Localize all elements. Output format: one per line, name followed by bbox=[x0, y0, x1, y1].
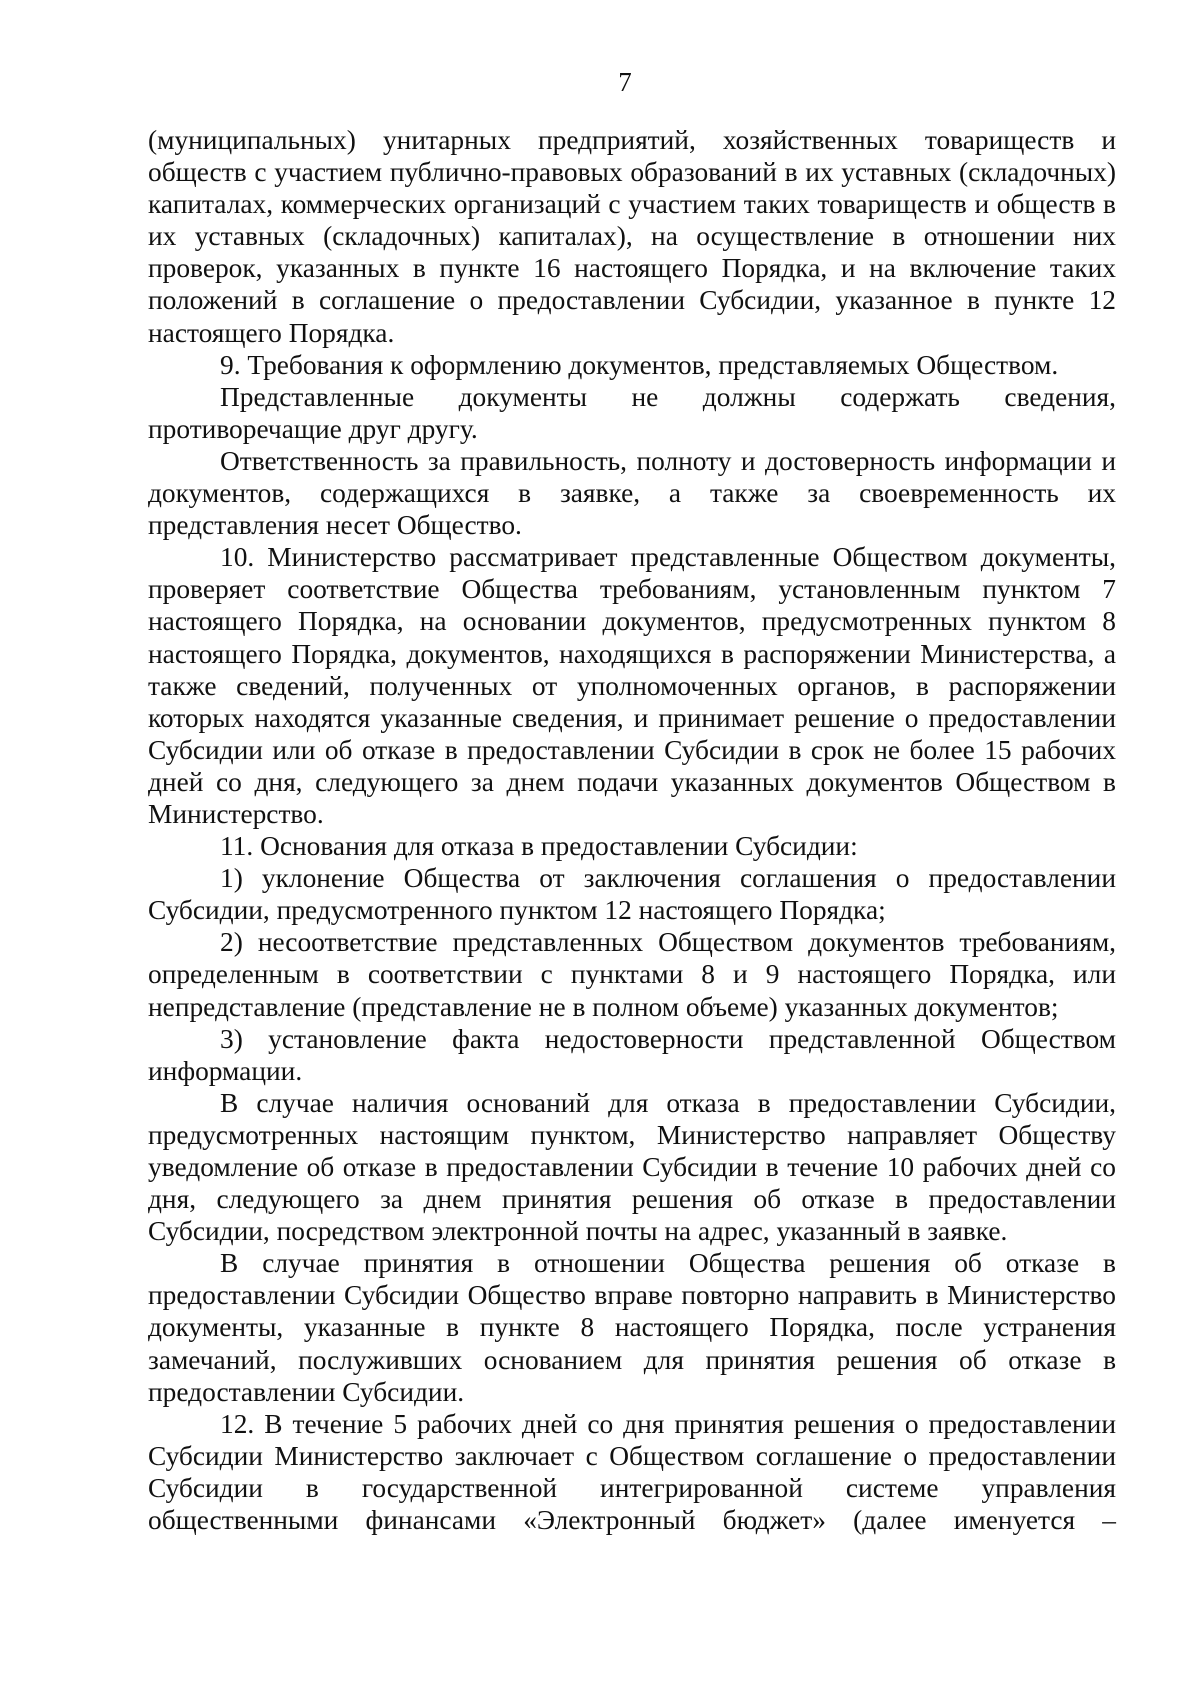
document-body bbox=[148, 124, 1116, 1536]
paragraph-11-refusal-notice: В случае наличия оснований для отказа в предоставлении Субсидии, предусмотренных настоящим пунктом, Министерство направляет Обществу уведомление об отказе в предоставлении Субсидии в течение 10 рабочих дней со дня, следующего за днем принятия решения об отказе в предоставлении Субсидии, посредством электронной почты на адрес, указанный в заявке. bbox=[148, 1087, 1116, 1247]
paragraph-11-resubmission: В случае принятия в отношении Общества решения об отказе в предоставлении Субсидии Общество вправе повторно направить в Министерство документы, указанные в пункте 8 настоящего Порядка, после устранения замечаний, послуживших основанием для принятия решения об отказе в предоставлении Субсидии. bbox=[148, 1248, 1116, 1407]
paragraph-8-continuation: (муниципальных) унитарных предприятий, хозяйственных товариществ и обществ с участием публично-правовых образований в их уставных (складочных) капиталах, коммерческих организаций с участием таких товариществ и обществ в их уставных (складочных) капиталах), на осуществление в отношении них проверок, указанных в пункте 16 настоящего Порядка, и на включение таких положений в соглашение о предоставлении Субсидии, указанное в пункте 12 настоящего Порядка. bbox=[148, 125, 1116, 348]
paragraph-9-responsibility: Ответственность за правильность, полноту и достоверность информации и документов, содержащихся в заявке, а также за своевременность их представления несет Общество. bbox=[148, 445, 1116, 541]
page-number: 7 bbox=[618, 67, 632, 97]
paragraph-9-documents-consistency: Представленные документы не должны содержать сведения, противоречащие друг другу. bbox=[148, 381, 1116, 444]
paragraph-9-heading: 9. Требования к оформлению документов, представляемых Обществом. bbox=[220, 349, 1059, 380]
paragraph-12: 12. В течение 5 рабочих дней со дня принятия решения о предоставлении Субсидии Министерство заключает с Обществом соглашение о предоставлении Субсидии в государственной интегрированной системе управления общественными финансами «Электронный бюджет» (далее именуется – bbox=[148, 1408, 1116, 1536]
paragraph-10: 10. Министерство рассматривает представленные Обществом документы, проверяет соответствие Общества требованиям, установленным пунктом 7 настоящего Порядка, на основании документов, предусмотренных пунктом 8 настоящего Порядка, документов, находящихся в распоряжении Министерства, а также сведений, полученных от уполномоченных органов, в распоряжении которых находятся указанные сведения, и принимает решение о предоставлении Субсидии или об отказе в предоставлении Субсидии в срок не более 15 рабочих дней со дня, следующего за днем подачи указанных документов Обществом в Министерство. bbox=[148, 542, 1116, 829]
paragraph-11-item-2: 2) несоответствие представленных Обществом документов требованиям, определенным в соответствии с пунктами 8 и 9 настоящего Порядка, или непредставление (представление не в полном объеме) указанных документов; bbox=[148, 927, 1116, 1022]
paragraph-11-heading: 11. Основания для отказа в предоставлении Субсидии: bbox=[220, 831, 858, 862]
paragraph-11-item-3: 3) установление факта недостоверности представленной Обществом информации. bbox=[148, 1023, 1116, 1086]
paragraph-11-item-1: 1) уклонение Общества от заключения соглашения о предоставлении Субсидии, предусмотренного пунктом 12 настоящего Порядка; bbox=[148, 863, 1116, 926]
